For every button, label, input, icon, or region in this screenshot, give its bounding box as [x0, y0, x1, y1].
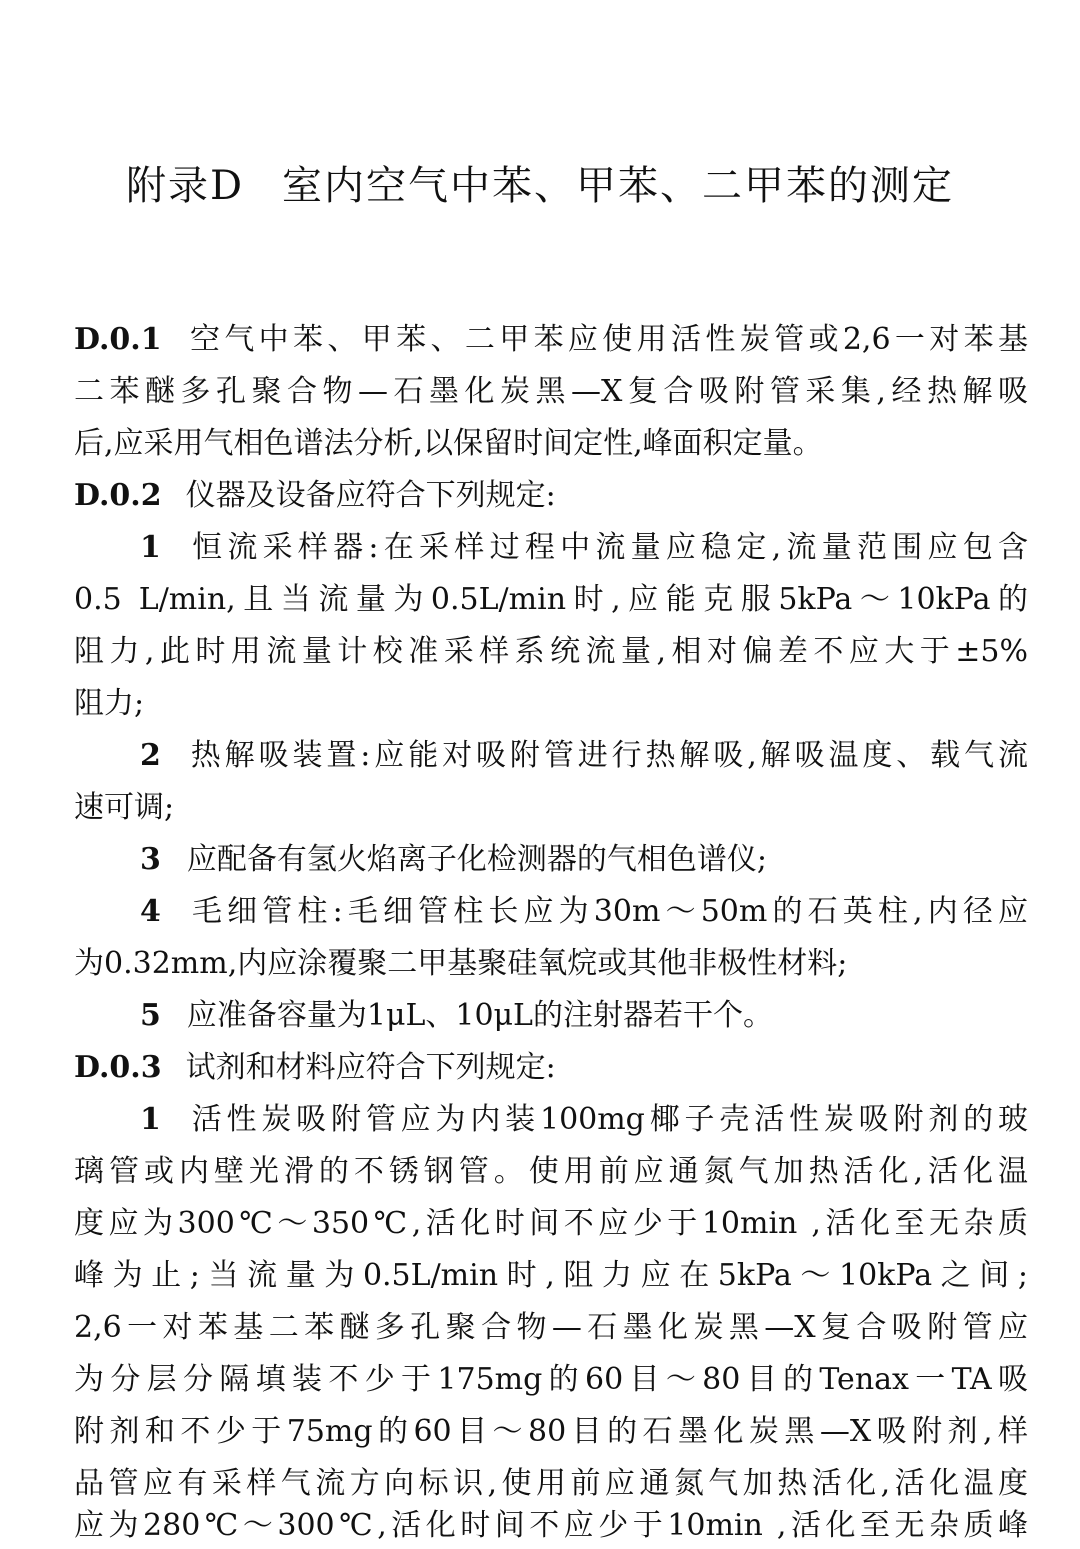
item-d02-2-line-1: [140, 736, 1028, 776]
item-d03-1-line-3: 度应为300℃～350℃,活化时间不应少于10min ,活化至无杂质: [74, 1206, 1028, 1241]
item-d03-1-line-9: 应为280℃～300℃,活化时间不应少于10min ,活化至无杂质峰: [74, 1508, 1028, 1543]
item-d03-1-line-8: 品管应有采样气流方向标识,使用前应通氮气加热活化,活化温度: [74, 1466, 1028, 1501]
item-d02-2-line-2: 速可调;: [74, 790, 175, 825]
item-number: 1: [140, 1102, 161, 1137]
appendix-title-text: 室内空气中苯、甲苯、二甲苯的测定: [282, 163, 955, 209]
item-d03-1-line-1: [140, 1100, 1028, 1140]
item-d03-1-line-6: 为分层分隔填装不少于175mg的60目～80目的Tenax一TA吸: [74, 1362, 1028, 1397]
clause-d01-line-3: 后,应采用气相色谱法分析,以保留时间定性,峰面积定量。: [74, 426, 823, 461]
item-number: 4: [140, 894, 161, 929]
item-number: 1: [140, 530, 161, 565]
item-text: 活性炭吸附管应为内装100mg椰子壳活性炭吸附剂的玻: [186, 1102, 1028, 1137]
item-d02-1-line-2: 0.5 L/min,且当流量为0.5L/min时,应能克服5kPa～10kPa的: [74, 582, 1028, 617]
item-number: 3: [140, 842, 161, 877]
item-number: 2: [140, 738, 161, 773]
item-d02-5-line-1: [140, 996, 1028, 1036]
item-text: 恒流采样器:在采样过程中流量应稳定,流量范围应包含: [186, 530, 1028, 565]
item-d03-1-line-2: 璃管或内壁光滑的不锈钢管。使用前应通氮气加热活化,活化温: [74, 1154, 1028, 1189]
item-text: 毛细管柱:毛细管柱长应为30m～50m的石英柱,内径应: [186, 894, 1028, 929]
item-text: 应准备容量为1μL、10μL的注射器若干个。: [186, 998, 773, 1033]
clause-number: D.0.3: [74, 1050, 162, 1085]
clause-text: 试剂和材料应符合下列规定:: [185, 1050, 556, 1085]
item-d02-4-line-2: 为0.32mm,内应涂覆聚二甲基聚硅氧烷或其他非极性材料;: [74, 946, 848, 981]
clause-d03-line-1: [74, 1048, 1028, 1088]
item-d02-1-line-3: 阻力,此时用流量计校准采样系统流量,相对偏差不应大于±5%: [74, 634, 1028, 669]
appendix-title: [0, 158, 1080, 214]
item-d02-1-line-1: [140, 528, 1028, 568]
item-number: 5: [140, 998, 161, 1033]
clause-d01-line-1: [74, 320, 1028, 360]
item-d02-1-line-4: 阻力;: [74, 686, 145, 721]
item-d03-1-line-4: 峰为止;当流量为0.5L/min时,阻力应在5kPa～10kPa之间;: [74, 1258, 1028, 1293]
appendix-number: 附录D: [125, 163, 245, 209]
item-d03-1-line-5: 2,6一对苯基二苯醚多孔聚合物—石墨化炭黑—X复合吸附管应: [74, 1310, 1028, 1345]
item-text: 热解吸装置:应能对吸附管进行热解吸,解吸温度、载气流: [186, 738, 1028, 773]
item-text: 应配备有氢火焰离子化检测器的气相色谱仪;: [186, 842, 767, 877]
clause-number: D.0.1: [74, 322, 162, 357]
clause-d01-line-2: 二苯醚多孔聚合物—石墨化炭黑—X复合吸附管采集,经热解吸: [74, 374, 1028, 409]
clause-number: D.0.2: [74, 478, 162, 513]
clause-text: 空气中苯、甲苯、二甲苯应使用活性炭管或2,6一对苯基: [185, 322, 1028, 357]
item-d02-4-line-1: [140, 892, 1028, 932]
item-d03-1-line-7: 附剂和不少于75mg的60目～80目的石墨化炭黑—X吸附剂,样: [74, 1414, 1028, 1449]
clause-d02-line-1: [74, 476, 1028, 516]
clause-text: 仪器及设备应符合下列规定:: [185, 478, 556, 513]
item-d02-3-line-1: [140, 840, 1028, 880]
